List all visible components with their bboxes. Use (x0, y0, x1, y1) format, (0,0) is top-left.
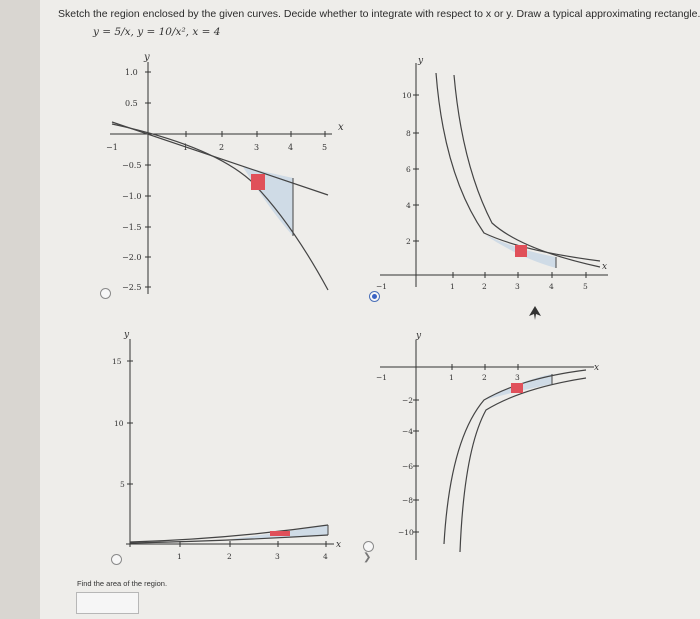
x-tick-label: 2 (482, 373, 487, 382)
x-tick-label: 4 (288, 143, 294, 152)
y-tick-label: 6 (406, 165, 411, 174)
y-axis-label: y (144, 52, 150, 63)
y-tick-label: −2.0 (122, 253, 142, 262)
graph-option-bottom-left (110, 325, 350, 570)
radio-option-top-right[interactable] (369, 291, 380, 302)
y-tick-label: −0.5 (122, 161, 142, 170)
graph-option-bottom-right (372, 330, 612, 570)
x-tick-label: 3 (254, 143, 260, 152)
x-tick-label: 1 (449, 373, 454, 382)
x-tick-label: 3 (275, 552, 280, 561)
y-axis-label: y (418, 56, 424, 66)
y-tick-label: 5 (120, 480, 125, 489)
x-tick-label: 5 (583, 282, 588, 291)
page-edge-marker (6, 108, 22, 124)
x-tick-label: 1 (183, 143, 189, 152)
y-axis-label: y (124, 330, 130, 340)
y-tick-label: 15 (112, 357, 122, 366)
x-axis-label: x (336, 540, 342, 550)
x-tick-label: −1 (106, 143, 118, 152)
x-tick-label: 1 (177, 552, 182, 561)
y-tick-label: 1.0 (125, 68, 138, 77)
area-answer-input[interactable] (76, 592, 139, 614)
y-axis-label: y (416, 331, 422, 341)
y-tick-label: 4 (406, 201, 411, 210)
radio-option-bottom-right[interactable] (363, 541, 374, 552)
y-tick-label: −10 (398, 528, 414, 537)
shaded-region (243, 167, 293, 236)
y-tick-label: 10 (402, 91, 412, 100)
x-tick-label: 2 (227, 552, 232, 561)
y-tick-label: −8 (402, 496, 414, 505)
x-tick-label: 2 (219, 143, 225, 152)
x-tick-label: 2 (482, 282, 487, 291)
graph-option-top-left (100, 50, 350, 295)
x-tick-label: 3 (515, 282, 520, 291)
approximating-rectangle (515, 245, 527, 257)
curve-lower (460, 378, 586, 552)
y-tick-label: −1.0 (122, 192, 142, 201)
x-axis-label: x (594, 363, 600, 373)
curve-outer (454, 75, 600, 267)
x-tick-label: −1 (376, 282, 388, 291)
question-prompt: Sketch the region enclosed by the given curves. Decide whether to integrate with respect to x or y. Draw a typical approximating rectangle. (58, 8, 700, 20)
y-tick-label: 8 (406, 129, 411, 138)
x-tick-label: 4 (549, 282, 554, 291)
x-axis-label: x (338, 122, 344, 133)
approximating-rectangle (511, 383, 523, 393)
answer-prompt: Find the area of the region. (77, 579, 168, 588)
y-tick-label: 2 (406, 237, 411, 246)
x-tick-label: 4 (323, 552, 328, 561)
x-tick-label: 5 (322, 143, 328, 152)
curve-inner (436, 73, 600, 261)
x-axis-label: x (602, 262, 608, 272)
y-tick-label: −2 (402, 396, 414, 405)
scroll-chevron-icon: ❯ (363, 552, 372, 563)
graph-option-top-right (372, 55, 622, 295)
curve-line (112, 122, 328, 195)
radio-option-bottom-left[interactable] (111, 554, 122, 565)
y-tick-label: 0.5 (125, 99, 138, 108)
radio-option-top-left[interactable] (100, 288, 111, 299)
question-equation: y = 5/x, y = 10/x², x = 4 (93, 26, 221, 38)
approximating-rectangle (270, 531, 290, 536)
y-tick-label: −2.5 (122, 283, 142, 292)
y-tick-label: 10 (114, 419, 124, 428)
approximating-rectangle (251, 174, 265, 190)
mouse-cursor-icon (529, 306, 541, 320)
x-tick-label: 3 (515, 373, 520, 382)
y-tick-label: −6 (402, 462, 414, 471)
x-tick-label: 1 (450, 282, 455, 291)
y-tick-label: −4 (402, 427, 414, 436)
x-tick-label: −1 (376, 373, 388, 382)
y-tick-label: −1.5 (122, 223, 142, 232)
